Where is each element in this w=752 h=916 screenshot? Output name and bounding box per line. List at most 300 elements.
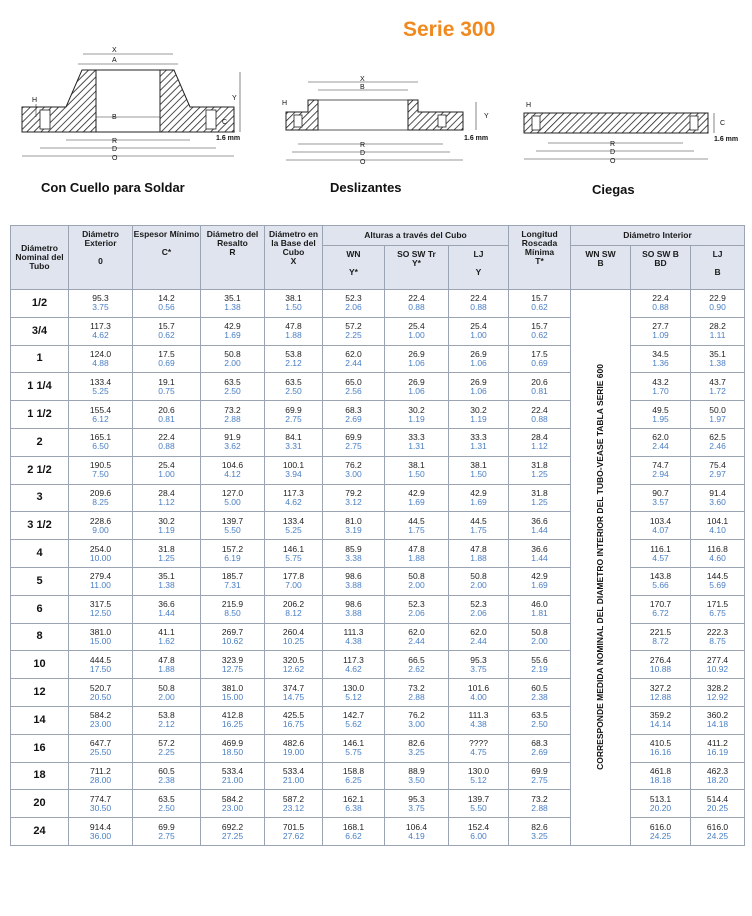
- value-inch: 10.62: [221, 635, 244, 646]
- value-mm: 66.5: [408, 654, 425, 665]
- value-cell-so: [385, 567, 449, 595]
- value-cell-t: [509, 679, 571, 707]
- value-cell-x: [265, 317, 323, 345]
- value-mm: 514.4: [706, 793, 729, 804]
- value-cell-lj: [449, 484, 509, 512]
- caption-weld-neck: Con Cuello para Soldar: [41, 180, 185, 195]
- value-mm: 19.1: [158, 376, 175, 387]
- value-cell-lj: [449, 290, 509, 318]
- value-mm: 62.0: [408, 626, 425, 637]
- value-cell-bl: [691, 540, 745, 568]
- table-row: [11, 679, 745, 707]
- value-cell-r: [201, 290, 265, 318]
- value-mm: 28.4: [158, 487, 175, 498]
- value-mm: 103.4: [649, 515, 672, 526]
- header-resalto: Diámetro del Resalto R: [201, 226, 265, 290]
- value-cell-bl: [691, 512, 745, 540]
- value-mm: 26.9: [470, 348, 487, 359]
- value-inch: 2.50: [531, 719, 548, 730]
- nominal-size-cell: 1: [11, 345, 69, 373]
- value-mm: 22.4: [470, 293, 487, 304]
- value-mm: 41.1: [158, 626, 175, 637]
- value-mm: 117.3: [283, 487, 304, 498]
- value-inch: 1.12: [531, 441, 548, 452]
- header-interior: Diámetro Interior: [571, 226, 745, 246]
- value-inch: 10.92: [706, 663, 729, 674]
- table-row: [11, 567, 745, 595]
- value-cell-wn: [323, 567, 385, 595]
- value-inch: 4.62: [285, 496, 302, 507]
- value-cell-o: [69, 706, 133, 734]
- blind-flange-diagram: [518, 95, 743, 170]
- value-cell-o: [69, 345, 133, 373]
- value-inch: 6.62: [345, 830, 362, 841]
- value-inch: 7.31: [224, 580, 241, 591]
- value-inch: 3.75: [92, 302, 109, 313]
- value-cell-bl: [691, 567, 745, 595]
- value-mm: 38.1: [408, 460, 425, 471]
- value-inch: 2.88: [408, 691, 425, 702]
- value-cell-so: [385, 734, 449, 762]
- value-mm: 616.0: [706, 821, 729, 832]
- value-cell-wn: [323, 512, 385, 540]
- value-inch: 2.97: [709, 469, 726, 480]
- value-inch: 2.50: [224, 385, 241, 396]
- value-mm: 116.8: [707, 543, 728, 554]
- value-inch: 4.12: [224, 469, 241, 480]
- table-row: [11, 456, 745, 484]
- value-inch: 1.38: [709, 357, 726, 368]
- value-inch: 5.25: [92, 385, 109, 396]
- dim-a-label: A: [112, 57, 117, 64]
- value-cell-r: [201, 456, 265, 484]
- value-cell-wn: [323, 484, 385, 512]
- value-cell-bd: [631, 818, 691, 846]
- caption-slip-on: Deslizantes: [330, 180, 402, 195]
- value-cell-c: [133, 512, 201, 540]
- value-cell-lj: [449, 345, 509, 373]
- slip-on-flange-diagram: [278, 72, 503, 172]
- value-mm: 90.7: [652, 487, 669, 498]
- value-cell-t: [509, 818, 571, 846]
- value-cell-r: [201, 512, 265, 540]
- dim-r-label: R: [112, 138, 118, 145]
- value-inch: 4.38: [470, 719, 487, 730]
- value-mm: 323.9: [221, 654, 244, 665]
- value-mm: 50.8: [470, 571, 487, 582]
- value-inch: 16.25: [221, 719, 244, 730]
- value-inch: 0.62: [531, 330, 548, 341]
- value-cell-t: [509, 456, 571, 484]
- value-inch: 1.25: [531, 496, 548, 507]
- value-mm: 692.2: [221, 821, 244, 832]
- value-mm: 144.5: [706, 571, 729, 582]
- value-inch: 24.25: [706, 830, 729, 841]
- value-cell-so: [385, 484, 449, 512]
- value-inch: 6.38: [345, 802, 362, 813]
- value-mm: 14.2: [158, 293, 175, 304]
- value-mm: 104.1: [706, 515, 729, 526]
- value-inch: 0.75: [158, 385, 175, 396]
- value-mm: 228.6: [89, 515, 112, 526]
- value-cell-so: [385, 317, 449, 345]
- nominal-size-cell: 12: [11, 679, 69, 707]
- header-wn: WN Y*: [323, 246, 385, 290]
- value-mm: 533.4: [282, 765, 305, 776]
- value-inch: 14.75: [282, 691, 305, 702]
- value-cell-r: [201, 540, 265, 568]
- value-cell-wn: [323, 373, 385, 401]
- value-cell-r: [201, 818, 265, 846]
- value-cell-bd: [631, 345, 691, 373]
- value-mm: 44.5: [470, 515, 487, 526]
- dim-h-label: H: [526, 102, 532, 109]
- value-cell-c: [133, 317, 201, 345]
- value-cell-x: [265, 290, 323, 318]
- header-int-lj: LJ B: [691, 246, 745, 290]
- value-mm: 374.7: [282, 682, 305, 693]
- value-cell-t: [509, 734, 571, 762]
- value-inch: 1.50: [285, 302, 302, 313]
- value-cell-bl: [691, 790, 745, 818]
- value-inch: 21.00: [282, 774, 305, 785]
- value-cell-bd: [631, 790, 691, 818]
- value-cell-bl: [691, 373, 745, 401]
- value-mm: 221.5: [649, 626, 672, 637]
- value-inch: 3.19: [345, 524, 362, 535]
- value-mm: 34.5: [652, 348, 669, 359]
- value-cell-bd: [631, 734, 691, 762]
- value-cell-so: [385, 373, 449, 401]
- value-mm: 69.9: [531, 765, 548, 776]
- value-mm: 30.2: [408, 404, 425, 415]
- value-inch: 1.25: [531, 469, 548, 480]
- value-cell-wn: [323, 762, 385, 790]
- nominal-size-cell: 6: [11, 595, 69, 623]
- value-cell-lj: [449, 790, 509, 818]
- value-inch: 5.12: [470, 774, 487, 785]
- value-cell-o: [69, 484, 133, 512]
- value-inch: 0.69: [531, 357, 548, 368]
- nominal-size-cell: 2: [11, 428, 69, 456]
- value-mm: 25.4: [470, 321, 487, 332]
- value-cell-t: [509, 512, 571, 540]
- value-mm: 82.6: [531, 821, 548, 832]
- value-inch: 5.50: [224, 524, 241, 535]
- value-cell-x: [265, 567, 323, 595]
- value-mm: 914.4: [89, 821, 112, 832]
- value-cell-bl: [691, 401, 745, 429]
- value-inch: 1.44: [158, 608, 175, 619]
- value-mm: 279.4: [89, 571, 112, 582]
- value-cell-o: [69, 651, 133, 679]
- value-cell-c: [133, 790, 201, 818]
- dim-x-label: X: [112, 47, 117, 54]
- value-cell-o: [69, 679, 133, 707]
- value-inch: 5.25: [285, 524, 302, 535]
- value-mm: 616.0: [649, 821, 672, 832]
- value-mm: 52.3: [345, 293, 362, 304]
- value-inch: 0.90: [709, 302, 726, 313]
- value-mm: 130.0: [342, 682, 365, 693]
- value-mm: 98.6: [345, 571, 362, 582]
- value-inch: 5.75: [285, 552, 302, 563]
- value-mm: 411.2: [707, 738, 728, 749]
- header-longitud: Longitud Roscada Mínima T*: [509, 226, 571, 290]
- gasket-note: 1.6 mm: [216, 135, 241, 142]
- value-mm: 425.5: [282, 710, 305, 721]
- value-inch: 3.31: [285, 441, 302, 452]
- value-inch: 12.88: [649, 691, 672, 702]
- dim-o-label: O: [112, 155, 118, 162]
- value-inch: 2.69: [345, 413, 362, 424]
- value-mm: 53.8: [285, 348, 302, 359]
- value-cell-t: [509, 567, 571, 595]
- value-inch: 3.00: [345, 469, 362, 480]
- value-cell-r: [201, 567, 265, 595]
- value-inch: 1.88: [408, 552, 425, 563]
- value-cell-so: [385, 706, 449, 734]
- value-cell-bl: [691, 734, 745, 762]
- value-mm: 42.9: [470, 487, 487, 498]
- value-mm: 42.9: [408, 487, 425, 498]
- value-mm: 130.0: [467, 765, 490, 776]
- value-mm: 15.7: [158, 321, 175, 332]
- value-cell-o: [69, 512, 133, 540]
- dim-o-label: O: [610, 158, 616, 165]
- header-base-cubo: Diámetro en la Base del Cubo X: [265, 226, 323, 290]
- value-inch: 16.19: [706, 747, 729, 758]
- value-cell-bl: [691, 679, 745, 707]
- value-inch: 18.20: [706, 774, 729, 785]
- value-mm: 701.5: [282, 821, 305, 832]
- value-cell-wn: [323, 706, 385, 734]
- value-cell-wn: [323, 456, 385, 484]
- value-mm: 461.8: [649, 765, 672, 776]
- value-inch: 1.00: [470, 330, 487, 341]
- value-cell-bl: [691, 456, 745, 484]
- table-row: [11, 540, 745, 568]
- value-mm: 73.2: [531, 793, 548, 804]
- value-inch: 5.66: [652, 580, 669, 591]
- vertical-note: CORRESPONDE MEDIDA NOMINAL DEL DIAMETRO INTERIOR DEL TUBO-VEASE TABLA SERIE 600: [595, 363, 606, 770]
- value-inch: 2.00: [158, 691, 175, 702]
- value-inch: 0.88: [652, 302, 669, 313]
- value-mm: 38.1: [285, 293, 302, 304]
- value-cell-r: [201, 401, 265, 429]
- value-mm: 60.5: [531, 682, 548, 693]
- value-cell-t: [509, 290, 571, 318]
- value-cell-so: [385, 762, 449, 790]
- value-cell-bl: [691, 345, 745, 373]
- value-inch: 1.38: [158, 580, 175, 591]
- value-cell-bl: [691, 818, 745, 846]
- dim-r-label: R: [610, 141, 616, 148]
- value-inch: 2.38: [531, 691, 548, 702]
- value-inch: 16.16: [649, 747, 672, 758]
- value-mm: 28.2: [709, 321, 726, 332]
- value-mm: 85.9: [345, 543, 362, 554]
- value-cell-wn: [323, 290, 385, 318]
- value-inch: 0.88: [470, 302, 487, 313]
- value-cell-wn: [323, 734, 385, 762]
- nominal-size-cell: 14: [11, 706, 69, 734]
- dim-b-label: B: [112, 114, 117, 121]
- value-cell-bl: [691, 706, 745, 734]
- value-inch: 3.60: [709, 496, 726, 507]
- value-inch: 0.62: [531, 302, 548, 313]
- nominal-size-cell: 1/2: [11, 290, 69, 318]
- nominal-size-cell: 5: [11, 567, 69, 595]
- value-cell-c: [133, 679, 201, 707]
- dim-r-label: R: [360, 142, 366, 149]
- value-mm: 36.6: [158, 599, 175, 610]
- value-mm: 47.8: [470, 543, 487, 554]
- value-cell-bd: [631, 401, 691, 429]
- value-mm: 60.5: [158, 765, 175, 776]
- value-mm: 410.5: [649, 738, 672, 749]
- value-inch: 1.09: [652, 330, 669, 341]
- value-mm: 117.3: [343, 654, 364, 665]
- value-inch: 23.00: [221, 802, 244, 813]
- value-mm: 52.3: [408, 599, 425, 610]
- value-inch: 5.50: [470, 802, 487, 813]
- table-row: [11, 706, 745, 734]
- value-cell-t: [509, 428, 571, 456]
- value-inch: 1.44: [531, 552, 548, 563]
- value-inch: 4.07: [652, 524, 669, 535]
- value-inch: 15.00: [221, 691, 244, 702]
- value-mm: 139.7: [221, 515, 244, 526]
- header-nominal: Diámetro Nominal del Tubo: [11, 226, 69, 290]
- value-mm: 533.4: [221, 765, 244, 776]
- value-mm: 412.8: [221, 710, 244, 721]
- value-inch: 20.20: [649, 802, 672, 813]
- value-inch: 4.60: [709, 552, 726, 563]
- value-inch: 6.19: [224, 552, 241, 563]
- value-inch: 5.62: [345, 719, 362, 730]
- value-cell-o: [69, 373, 133, 401]
- value-inch: 1.69: [531, 580, 548, 591]
- header-exterior: Diámetro Exterior 0: [69, 226, 133, 290]
- value-inch: 0.88: [531, 413, 548, 424]
- value-inch: 2.50: [158, 802, 175, 813]
- value-inch: 1.25: [158, 552, 175, 563]
- value-mm: 36.6: [531, 543, 548, 554]
- value-inch: 2.38: [158, 774, 175, 785]
- value-inch: 1.50: [470, 469, 487, 480]
- value-mm: 520.7: [89, 682, 112, 693]
- value-mm: 33.3: [408, 432, 425, 443]
- value-inch: 6.50: [92, 441, 109, 452]
- value-cell-so: [385, 595, 449, 623]
- value-mm: 20.6: [158, 404, 175, 415]
- value-cell-bl: [691, 651, 745, 679]
- value-mm: 269.7: [221, 626, 244, 637]
- dimensions-table: [10, 225, 745, 846]
- value-inch: 0.88: [408, 302, 425, 313]
- value-mm: 152.4: [467, 821, 490, 832]
- value-inch: 2.75: [285, 413, 302, 424]
- value-cell-r: [201, 345, 265, 373]
- value-mm: 63.5: [158, 793, 175, 804]
- value-mm: 69.9: [345, 432, 362, 443]
- value-inch: 27.62: [282, 830, 305, 841]
- value-mm: 170.7: [649, 599, 672, 610]
- value-mm: 17.5: [158, 348, 175, 359]
- value-inch: 5.00: [224, 496, 241, 507]
- value-cell-so: [385, 290, 449, 318]
- value-inch: 27.25: [221, 830, 244, 841]
- value-cell-t: [509, 540, 571, 568]
- value-cell-wn: [323, 401, 385, 429]
- value-inch: 7.00: [285, 580, 302, 591]
- value-cell-bl: [691, 290, 745, 318]
- value-mm: 62.5: [709, 432, 726, 443]
- value-inch: 2.44: [470, 635, 487, 646]
- value-mm: 35.1: [709, 348, 726, 359]
- value-cell-wn: [323, 623, 385, 651]
- value-mm: 88.9: [408, 765, 425, 776]
- value-inch: 2.00: [408, 580, 425, 591]
- value-mm: 84.1: [285, 432, 302, 443]
- value-mm: 35.1: [224, 293, 241, 304]
- value-inch: 1.19: [408, 413, 425, 424]
- value-inch: 3.75: [470, 663, 487, 674]
- header-int-sosw: SO SW B BD: [631, 246, 691, 290]
- value-mm: 25.4: [408, 321, 425, 332]
- value-cell-t: [509, 317, 571, 345]
- value-inch: 12.92: [706, 691, 729, 702]
- value-mm: 74.7: [652, 460, 669, 471]
- value-inch: 25.50: [89, 747, 112, 758]
- nominal-size-cell: 8: [11, 623, 69, 651]
- value-inch: 1.69: [224, 330, 241, 341]
- value-cell-c: [133, 762, 201, 790]
- value-inch: 1.97: [709, 413, 726, 424]
- value-mm: 22.4: [408, 293, 425, 304]
- value-cell-bd: [631, 484, 691, 512]
- table-row: [11, 484, 745, 512]
- value-inch: 1.88: [285, 330, 302, 341]
- value-mm: 69.9: [285, 404, 302, 415]
- value-mm: 91.9: [224, 432, 241, 443]
- value-mm: 359.2: [649, 710, 672, 721]
- value-mm: 260.4: [282, 626, 305, 637]
- value-mm: 469.9: [221, 738, 244, 749]
- value-mm: 76.2: [408, 710, 425, 721]
- value-inch: 1.70: [652, 385, 669, 396]
- value-cell-o: [69, 401, 133, 429]
- value-mm: 47.8: [285, 321, 302, 332]
- value-inch: 14.14: [649, 719, 672, 730]
- value-mm: 116.1: [650, 543, 671, 554]
- value-mm: 95.3: [470, 654, 487, 665]
- value-mm: 168.1: [342, 821, 365, 832]
- value-mm: 513.1: [649, 793, 672, 804]
- value-cell-wn: [323, 345, 385, 373]
- value-mm: 101.6: [467, 682, 490, 693]
- value-cell-lj: [449, 595, 509, 623]
- value-cell-bd: [631, 762, 691, 790]
- value-mm: 20.6: [531, 376, 548, 387]
- value-inch: 0.81: [158, 413, 175, 424]
- value-inch: 30.50: [89, 802, 112, 813]
- value-mm: 49.5: [652, 404, 669, 415]
- value-mm: 65.0: [345, 376, 362, 387]
- value-cell-o: [69, 790, 133, 818]
- value-cell-so: [385, 512, 449, 540]
